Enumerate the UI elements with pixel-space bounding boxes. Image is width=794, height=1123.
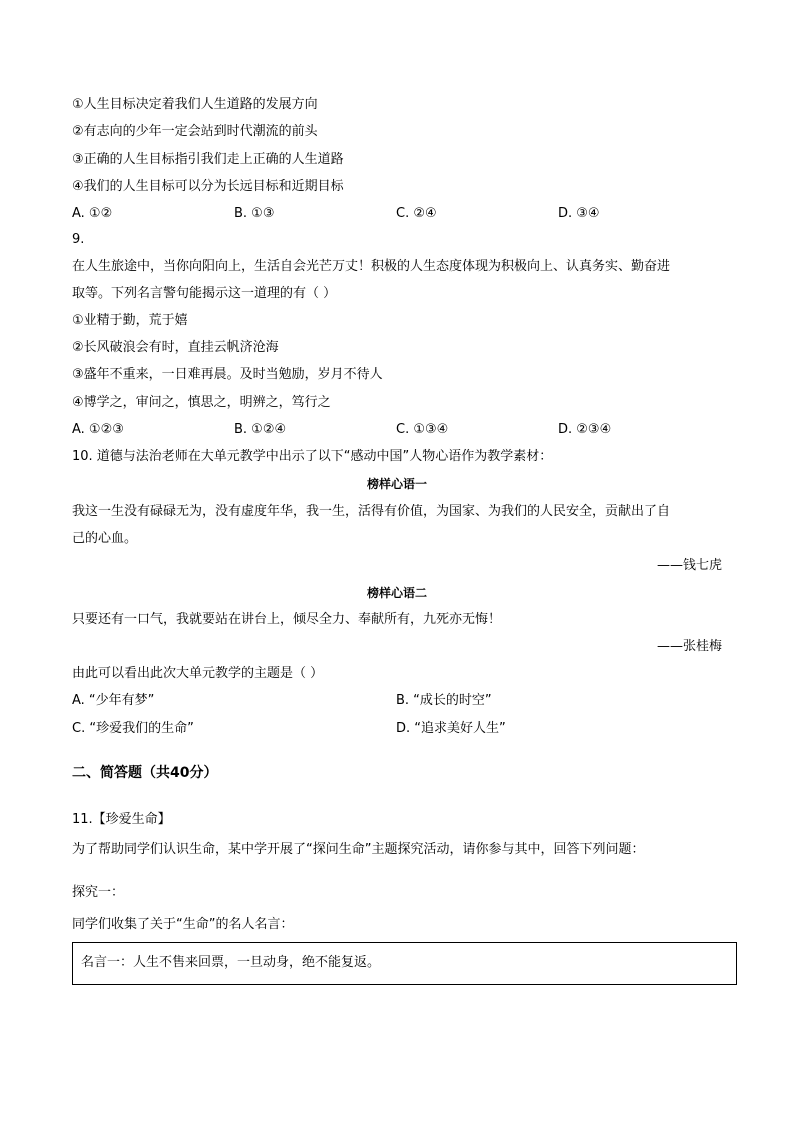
quote-box [72,942,737,985]
q9-item-4: ④博学之，审问之，慎思之，明辨之，笃行之 [72,395,331,410]
q9-option-d: D. ②③④ [558,422,612,437]
q9-item-3: ③盛年不重来，一日难再晨。及时当勉励，岁月不待人 [72,367,383,382]
q8-item-3: ③正确的人生目标指引我们走上正确的人生道路 [72,152,344,167]
q10-option-c: C. “珍爱我们的生命” [72,721,194,736]
q8-option-d: D. ③④ [558,206,600,221]
q8-item-1: ①人生目标决定着我们人生道路的发展方向 [72,97,318,112]
q10-author-1: ——钱七虎 [656,558,722,573]
q9-option-b: B. ①②④ [234,422,287,437]
q8-option-c: C. ②④ [396,206,437,221]
q9-option-a: A. ①②③ [72,422,124,437]
q11-explore-label: 探究一： [72,885,125,900]
section-title: 二、简答题（共40分） [72,765,218,781]
q10-option-b: B. “成长的时空” [396,693,492,708]
q8-item-4: ④我们的人生目标可以分为长远目标和近期目标 [72,179,344,194]
q10-author-2: ——张桂梅 [656,639,722,654]
q9-stem-line2: 取等。下列名言警句能揭示这一道理的有（ ） [72,286,337,301]
q10-question: 由此可以看出此次大单元教学的主题是（ ） [72,666,324,681]
q9-number: 9. [72,232,85,247]
q10-text2: 只要还有一口气，我就要站在讲台上，倾尽全力、奉献所有，九死亦无悔！ [72,612,502,627]
q10-heading-1: 榜样心语一 [366,477,427,491]
q10-option-a: A. “少年有梦” [72,693,155,708]
quote-text: 名言一：人生不售来回票，一旦动身，绝不能复返。 [81,955,381,970]
q10-option-d: D. “追求美好人生” [396,721,506,736]
q11-title: 11.【珍爱生命】 [72,812,171,827]
q10-text1-line1: 我这一生没有碌碌无为，没有虚度年华，我一生，活得有价值，为国家、为我们的人民安全，贡献出了自 [72,504,671,519]
q8-item-2: ②有志向的少年一定会站到时代潮流的前头 [72,124,318,139]
q10-text1-line2: 己的心血。 [72,531,138,546]
q8-option-b: B. ①③ [234,206,275,221]
q11-collect-text: 同学们收集了关于“生命”的名人名言： [72,917,294,932]
q11-intro: 为了帮助同学们认识生命，某中学开展了“探问生命”主题探究活动，请你参与其中，回答下列问题： [72,842,645,857]
q9-stem-line1: 在人生旅途中，当你向阳向上，生活自会光芒万丈！积极的人生态度体现为积极向上、认真务实、勤奋进 [72,259,671,274]
q9-item-1: ①业精于勤，荒于嬉 [72,313,188,328]
q10-heading-2: 榜样心语二 [366,586,427,600]
q10-stem: 10. 道德与法治老师在大单元教学中出示了以下“感动中国”人物心语作为教学素材： [72,449,553,464]
q9-option-c: C. ①③④ [396,422,449,437]
q9-item-2: ②长风破浪会有时，直挂云帆济沧海 [72,340,279,355]
q8-option-a: A. ①② [72,206,113,221]
